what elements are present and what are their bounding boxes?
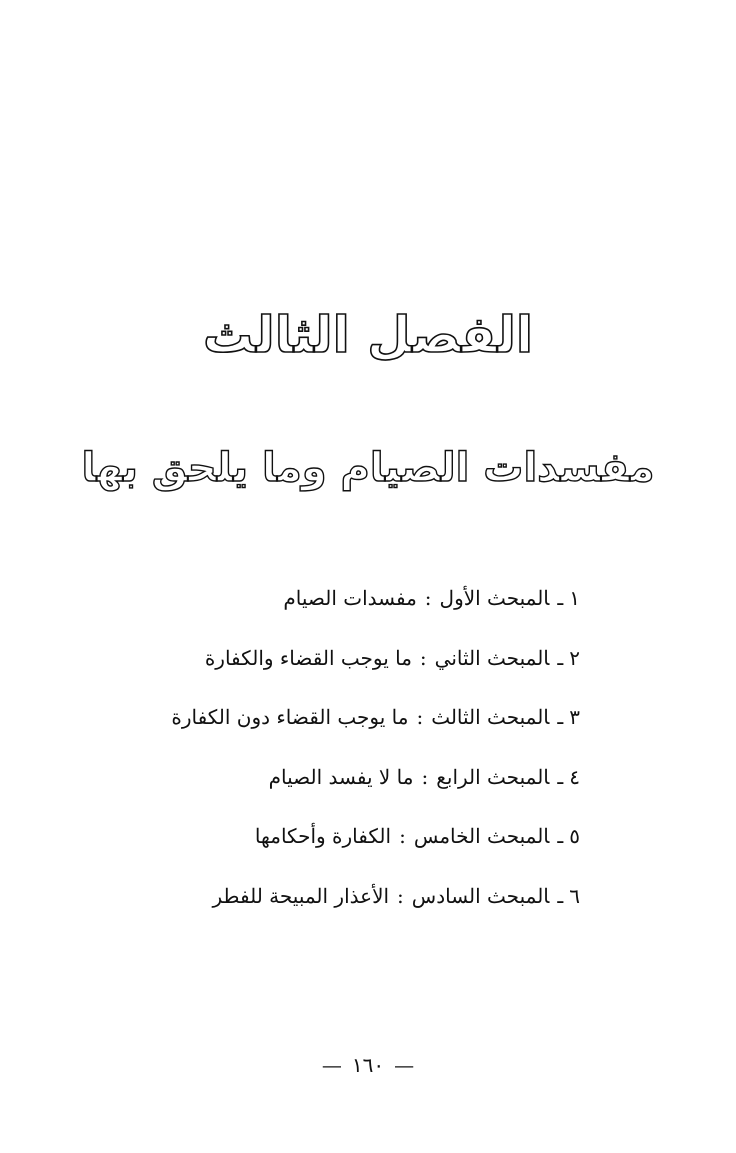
toc-item-colon: : [416,705,424,729]
page-number: ١٦٠ [351,1053,385,1077]
toc-item-topic: ما لا يفسد الصيام [268,764,414,789]
toc-item-number: ٦ [569,883,580,908]
table-of-contents [110,575,580,932]
toc-item [110,873,580,933]
toc-item-number: ٤ [569,764,580,789]
toc-item-colon: : [421,764,429,789]
toc-item-dash: ـ [557,883,564,908]
toc-item-section: المبحث الخامس [413,824,550,848]
toc-item-colon: : [419,645,427,670]
toc-item-number: ٥ [569,824,580,848]
toc-item-section: المبحث الثالث [431,705,550,729]
toc-item-dash: ـ [557,824,564,848]
toc-item-topic: الأعذار المبيحة للفطر [212,883,390,908]
toc-item-colon: : [399,824,406,848]
toc-item-topic: الكفارة وأحكامها [254,824,392,848]
chapter-title: الفصل الثالث [202,306,533,364]
toc-item-colon: : [397,883,404,908]
toc-item-section: المبحث الثاني [434,645,550,670]
toc-item-dash: ـ [557,705,564,729]
toc-item-dash: ـ [557,586,564,610]
toc-item [110,813,580,873]
page-number-dash-left: — [321,1053,342,1077]
toc-item-dash: ـ [557,645,564,670]
toc-item [110,754,580,814]
toc-item-section: المبحث الرابع [436,764,550,789]
toc-item [110,635,580,695]
toc-item-dash: ـ [557,764,564,789]
toc-item-section: المبحث السادس [411,883,550,908]
toc-item-topic: ما يوجب القضاء والكفارة [204,645,412,670]
toc-item-section: المبحث الأول [439,586,550,610]
page-number-footer [0,1050,736,1080]
toc-item [110,694,580,754]
toc-item-colon: : [424,586,432,610]
toc-item [110,575,580,635]
chapter-subtitle: مفسدات الصيام وما يلحق بها [81,445,655,491]
toc-item-number: ٣ [569,705,580,729]
toc-item-number: ١ [569,586,580,610]
page-number-dash-right: — [394,1053,415,1077]
toc-item-number: ٢ [569,645,580,670]
toc-item-topic: مفسدات الصيام [283,586,417,610]
toc-item-topic: ما يوجب القضاء دون الكفارة [171,705,409,729]
